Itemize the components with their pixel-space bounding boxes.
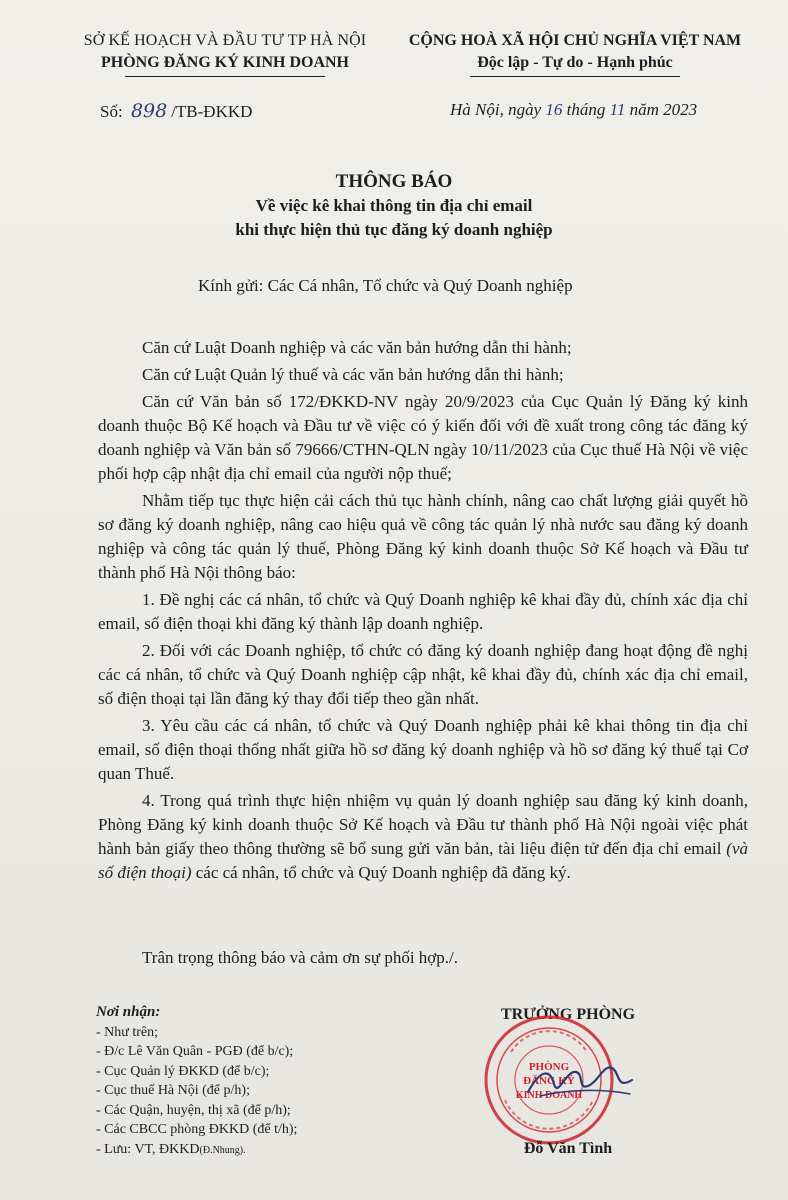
document-body <box>98 336 748 888</box>
paragraph-item-1: 1. Đề nghị các cá nhân, tổ chức và Quý Doanh nghiệp kê khai đầy đủ, chính xác địa chỉ email, số điện thoại khi đăng ký thành lập doanh nghiệp. <box>98 590 748 633</box>
paragraph-item-4 <box>98 789 748 885</box>
recipient-item: - Như trên; <box>96 1024 159 1040</box>
paragraph-purpose: Nhằm tiếp tục thực hiện cải cách thủ tục hành chính, nâng cao chất lượng giải quyết hồ sơ đăng ký doanh nghiệp, nâng cao hiệu quả về công tác quản lý nhà nước sau đăng ký doanh nghiệp và công tác quản lý thuế, Phòng Đăng ký kinh doanh thuộc Sở Kế hoạch và Đầu tư thành phố Hà Nội thông báo: <box>98 491 748 582</box>
document-number <box>100 100 252 122</box>
paragraph-basis-1: Căn cứ Luật Doanh nghiệp và các văn bản hướng dẫn thi hành; <box>142 338 572 357</box>
paragraph-item-2: 2. Đối với các Doanh nghiệp, tổ chức có đăng ký doanh nghiệp đang hoạt động đề nghị các cá nhân, tổ chức và Quý Doanh nghiệp cập nhật, kê khai đầy đủ, chính xác địa chỉ email, số điện thoại tại lần đăng ký thay đổi tiếp theo gần nhất. <box>98 641 748 708</box>
national-header <box>395 30 755 77</box>
recipient-item: - Các Quận, huyện, thị xã (để p/h); <box>96 1102 291 1118</box>
motto-underline <box>470 76 680 77</box>
document-number-prefix: Số: <box>100 102 123 121</box>
signer-title: TRƯỞNG PHÒNG <box>500 1006 636 1023</box>
issuer-underline <box>125 76 325 77</box>
recipient-item: - Các CBCC phòng ĐKKD (để t/h); <box>96 1122 298 1137</box>
document-number-handwritten: 898 <box>130 100 168 122</box>
recipient-item: - Cục Quản lý ĐKKD (để b/c); <box>96 1063 270 1079</box>
date-prefix: Hà Nội, ngày <box>450 100 542 119</box>
closing-line: Trân trọng thông báo và cảm ơn sự phối hợp./. <box>142 948 459 967</box>
archive-initials: (Đ.Nhung). <box>199 1144 246 1156</box>
stamp-line-1: PHÒNG <box>528 1061 570 1073</box>
item-4-text: 4. Trong quá trình thực hiện nhiệm vụ quản lý doanh nghiệp sau đăng ký kinh doanh, Phòng Đăng ký kinh doanh thuộc Sở Kế hoạch và Đầu tư thành phố Hà Nội ngoài việc phát hành bản giấy theo thông thường sẽ bổ sung gửi văn bản, tài liệu điện tử đến địa chỉ email <box>98 791 748 858</box>
recipients-heading: Nơi nhận: <box>96 1004 161 1020</box>
stamp-line-2: ĐĂNG KÝ <box>523 1075 575 1087</box>
issuer-header <box>60 30 390 77</box>
document-subtitle-1: Về việc kê khai thông tin địa chỉ email <box>255 196 533 215</box>
item-4-italic: (và số điện thoại) <box>98 839 748 882</box>
paragraph-basis-2: Căn cứ Luật Quản lý thuế và các văn bản hướng dẫn thi hành; <box>142 365 564 384</box>
signer-name: Đỗ Văn Tình <box>523 1140 613 1157</box>
document-subtitle-2: khi thực hiện thủ tục đăng ký doanh nghiệp <box>235 220 553 239</box>
issuer-office: PHÒNG ĐĂNG KÝ KINH DOANH <box>101 54 349 71</box>
document-title: THÔNG BÁO <box>335 171 453 192</box>
item-4-end: các cá nhân, tổ chức và Quý Doanh nghiệp đã đăng ký. <box>191 863 571 882</box>
issuer-department: SỞ KẾ HOẠCH VÀ ĐẦU TƯ TP HÀ NỘI <box>83 32 367 49</box>
document-date <box>450 100 697 120</box>
date-month: 11 <box>609 100 626 119</box>
date-day: 16 <box>545 100 563 119</box>
handwritten-signature <box>520 1050 640 1110</box>
recipient-item: - Cục thuế Hà Nội (để p/h); <box>96 1083 250 1098</box>
national-name: CỘNG HOÀ XÃ HỘI CHỦ NGHĨA VIỆT NAM <box>408 32 742 49</box>
title-block <box>0 170 788 242</box>
recipient-item-archive <box>96 1140 297 1161</box>
date-month-label: tháng <box>566 100 606 119</box>
document-number-suffix: /TB-ĐKKD <box>171 102 253 121</box>
recipients-list <box>96 1003 297 1160</box>
stamp-line-3: KINH DOANH <box>515 1090 583 1101</box>
recipient-line: Kính gửi: Các Cá nhân, Tổ chức và Quý Doanh nghiệp <box>198 276 573 295</box>
paragraph-basis-3: Căn cứ Văn bản số 172/ĐKKD-NV ngày 20/9/2023 của Cục Quản lý Đăng ký kinh doanh thuộc Bộ Kế hoạch và Đầu tư về việc có ý kiến đối với đề xuất trong công tác đăng ký doanh nghiệp và Văn bản số 79666/CTHN-QLN ngày 10/11/2023 của Cục thuế Hà Nội về việc phối hợp cập nhật địa chỉ email của người nộp thuế; <box>98 392 748 483</box>
recipient-item: - Đ/c Lê Văn Quân - PGĐ (để b/c); <box>96 1044 294 1059</box>
date-year: năm 2023 <box>629 100 698 119</box>
national-motto: Độc lập - Tự do - Hạnh phúc <box>477 54 673 71</box>
archive-label: - Lưu: VT, ĐKKD <box>96 1141 200 1157</box>
paragraph-item-3: 3. Yêu cầu các cá nhân, tổ chức và Quý Doanh nghiệp phải kê khai thông tin địa chỉ email, số điện thoại thống nhất giữa hồ sơ đăng ký doanh nghiệp và hồ sơ đăng ký thuế tại Cơ quan Thuế. <box>98 716 748 783</box>
